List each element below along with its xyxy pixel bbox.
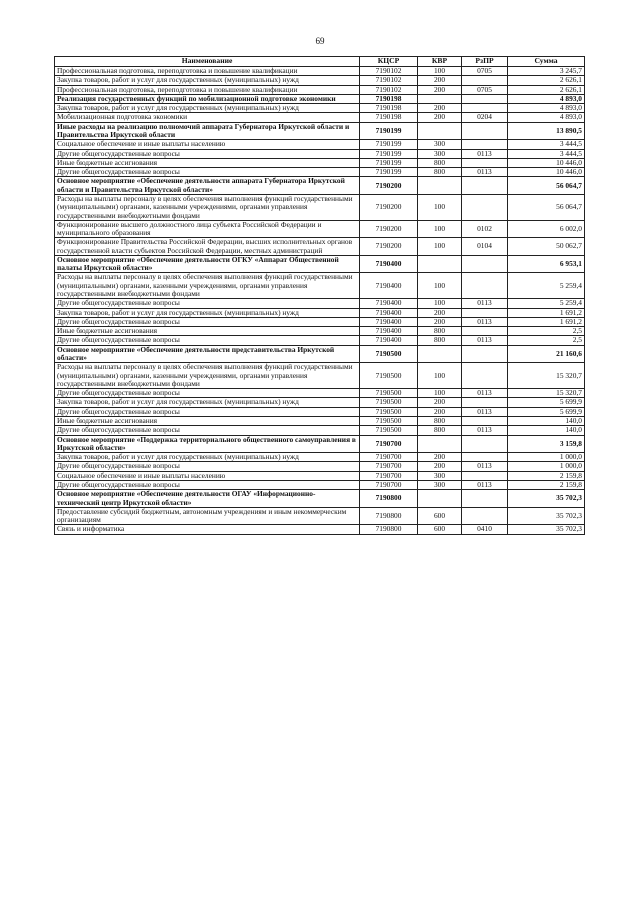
cell-kvr: 300 — [418, 149, 462, 158]
cell-kvr: 100 — [418, 389, 462, 398]
table-header — [55, 57, 585, 67]
cell-kcsr: 7190400 — [360, 299, 418, 308]
cell-kcsr: 7190500 — [360, 363, 418, 389]
table-row — [55, 336, 585, 345]
cell-kvr: 200 — [418, 317, 462, 326]
cell-kvr: 100 — [418, 238, 462, 256]
table-row — [55, 220, 585, 238]
cell-kcsr: 7190700 — [360, 453, 418, 462]
table-row-section — [55, 345, 585, 363]
cell-kvr: 100 — [418, 67, 462, 76]
table-row-section — [55, 490, 585, 508]
cell-kcsr: 7190199 — [360, 122, 418, 140]
cell-rzpr: 0204 — [462, 113, 508, 122]
cell-kcsr: 7190200 — [360, 194, 418, 220]
cell-rzpr — [462, 345, 508, 363]
cell-sum: 35 702,3 — [508, 490, 585, 508]
cell-rzpr — [462, 273, 508, 299]
cell-name: Реализация государственных функций по мобилизационной подготовке экономики — [55, 94, 360, 103]
table-row-section — [55, 177, 585, 195]
cell-rzpr: 0104 — [462, 238, 508, 256]
cell-kcsr: 7190200 — [360, 220, 418, 238]
header-kvr: КВР — [418, 57, 462, 67]
cell-kvr: 800 — [418, 158, 462, 167]
cell-name: Закупка товаров, работ и услуг для государственных (муниципальных) нужд — [55, 398, 360, 407]
cell-sum: 2 626,1 — [508, 85, 585, 94]
table-row — [55, 480, 585, 489]
cell-sum: 4 893,0 — [508, 104, 585, 113]
cell-rzpr: 0113 — [462, 168, 508, 177]
cell-rzpr: 0113 — [462, 299, 508, 308]
cell-kcsr: 7190800 — [360, 507, 418, 525]
cell-name: Социальное обеспечение и иные выплаты населению — [55, 140, 360, 149]
page-number: 69 — [315, 36, 325, 46]
cell-kcsr: 7190199 — [360, 149, 418, 158]
table-body — [55, 67, 585, 535]
cell-rzpr — [462, 471, 508, 480]
cell-sum: 2,5 — [508, 336, 585, 345]
cell-name: Другие общегосударственные вопросы — [55, 336, 360, 345]
table-row — [55, 113, 585, 122]
cell-name: Связь и информатика — [55, 525, 360, 534]
cell-kvr: 200 — [418, 76, 462, 85]
table-row — [55, 327, 585, 336]
cell-rzpr — [462, 76, 508, 85]
cell-kvr: 200 — [418, 407, 462, 416]
cell-name: Другие общегосударственные вопросы — [55, 480, 360, 489]
cell-kcsr: 7190700 — [360, 471, 418, 480]
cell-kvr: 100 — [418, 299, 462, 308]
cell-name: Расходы на выплаты персоналу в целях обеспечения выполнения функций государственными (муниципальными) органами, казенными учреждениями, органами управления государственными внебюджетными фондами — [55, 273, 360, 299]
cell-kvr — [418, 345, 462, 363]
cell-rzpr: 0113 — [462, 480, 508, 489]
header-sum: Сумма — [508, 57, 585, 67]
table-row — [55, 238, 585, 256]
cell-kcsr: 7190400 — [360, 255, 418, 273]
cell-name: Основное мероприятие «Обеспечение деятельности ОГКУ «Аппарат Общественной палаты Иркутской области» — [55, 255, 360, 273]
cell-kcsr: 7190400 — [360, 327, 418, 336]
cell-sum: 2 159,8 — [508, 480, 585, 489]
cell-rzpr: 0113 — [462, 389, 508, 398]
cell-name: Другие общегосударственные вопросы — [55, 317, 360, 326]
cell-rzpr: 0113 — [462, 426, 508, 435]
cell-kvr: 200 — [418, 113, 462, 122]
cell-kcsr: 7190102 — [360, 76, 418, 85]
cell-kvr: 300 — [418, 471, 462, 480]
cell-kvr — [418, 122, 462, 140]
table-row — [55, 140, 585, 149]
table-row — [55, 273, 585, 299]
cell-kvr: 300 — [418, 480, 462, 489]
cell-name: Закупка товаров, работ и услуг для государственных (муниципальных) нужд — [55, 104, 360, 113]
budget-table — [54, 56, 585, 535]
cell-kcsr: 7190400 — [360, 317, 418, 326]
cell-kvr: 800 — [418, 416, 462, 425]
cell-name: Иные расходы на реализацию полномочий аппарата Губернатора Иркутской области и Правительства Иркутской области — [55, 122, 360, 140]
table-row — [55, 462, 585, 471]
cell-kcsr: 7190400 — [360, 308, 418, 317]
cell-kvr: 200 — [418, 85, 462, 94]
cell-kcsr: 7190700 — [360, 462, 418, 471]
cell-sum: 15 320,7 — [508, 389, 585, 398]
cell-rzpr — [462, 308, 508, 317]
table-row — [55, 471, 585, 480]
cell-kcsr: 7190500 — [360, 345, 418, 363]
cell-kcsr: 7190102 — [360, 85, 418, 94]
cell-name: Другие общегосударственные вопросы — [55, 462, 360, 471]
cell-name: Закупка товаров, работ и услуг для государственных (муниципальных) нужд — [55, 308, 360, 317]
cell-kvr: 800 — [418, 426, 462, 435]
cell-name: Расходы на выплаты персоналу в целях обеспечения выполнения функций государственными (муниципальными) органами, казенными учреждениями, органами управления государственными внебюджетными фондами — [55, 363, 360, 389]
table-row-section — [55, 122, 585, 140]
cell-rzpr: 0102 — [462, 220, 508, 238]
cell-name: Расходы на выплаты персоналу в целях обеспечения выполнения функций государственными (муниципальными) органами, казенными учреждениями, органами управления государственными внебюджетными фондами — [55, 194, 360, 220]
cell-kvr: 200 — [418, 398, 462, 407]
table-row — [55, 407, 585, 416]
cell-sum: 2 159,8 — [508, 471, 585, 480]
cell-kcsr: 7190700 — [360, 480, 418, 489]
header-kcsr: КЦСР — [360, 57, 418, 67]
cell-kvr: 800 — [418, 336, 462, 345]
cell-sum: 3 444,5 — [508, 149, 585, 158]
cell-name: Закупка товаров, работ и услуг для государственных (муниципальных) нужд — [55, 453, 360, 462]
cell-kcsr: 7190102 — [360, 67, 418, 76]
cell-kvr: 100 — [418, 194, 462, 220]
cell-name: Иные бюджетные ассигнования — [55, 327, 360, 336]
cell-rzpr — [462, 255, 508, 273]
table-row — [55, 416, 585, 425]
cell-kcsr: 7190500 — [360, 407, 418, 416]
cell-name: Другие общегосударственные вопросы — [55, 426, 360, 435]
cell-rzpr — [462, 194, 508, 220]
cell-sum: 50 062,7 — [508, 238, 585, 256]
cell-kvr: 100 — [418, 273, 462, 299]
cell-kvr: 800 — [418, 168, 462, 177]
cell-kcsr: 7190199 — [360, 168, 418, 177]
table-row — [55, 299, 585, 308]
table-row — [55, 67, 585, 76]
cell-rzpr — [462, 94, 508, 103]
cell-name: Мобилизационная подготовка экономики — [55, 113, 360, 122]
table-row — [55, 389, 585, 398]
cell-name: Основное мероприятие «Обеспечение деятельности представительства Иркутской области» — [55, 345, 360, 363]
table-row — [55, 525, 585, 534]
cell-rzpr: 0113 — [462, 407, 508, 416]
cell-kcsr: 7190199 — [360, 140, 418, 149]
cell-name: Другие общегосударственные вопросы — [55, 299, 360, 308]
cell-rzpr — [462, 177, 508, 195]
cell-name: Другие общегосударственные вопросы — [55, 389, 360, 398]
cell-sum: 140,0 — [508, 416, 585, 425]
cell-kvr — [418, 177, 462, 195]
cell-sum: 10 446,0 — [508, 158, 585, 167]
cell-name: Другие общегосударственные вопросы — [55, 168, 360, 177]
cell-kcsr: 7190500 — [360, 398, 418, 407]
table-row — [55, 194, 585, 220]
table-row-section — [55, 255, 585, 273]
cell-kvr — [418, 435, 462, 453]
cell-rzpr: 0113 — [462, 336, 508, 345]
cell-sum: 21 160,6 — [508, 345, 585, 363]
table-row — [55, 453, 585, 462]
cell-sum: 5 259,4 — [508, 299, 585, 308]
cell-kvr — [418, 255, 462, 273]
cell-rzpr — [462, 398, 508, 407]
cell-kcsr: 7190800 — [360, 525, 418, 534]
cell-sum: 3 444,5 — [508, 140, 585, 149]
cell-rzpr: 0113 — [462, 317, 508, 326]
cell-rzpr — [462, 327, 508, 336]
cell-sum: 2,5 — [508, 327, 585, 336]
cell-sum: 6 002,0 — [508, 220, 585, 238]
cell-kcsr: 7190500 — [360, 416, 418, 425]
cell-kcsr: 7190198 — [360, 94, 418, 103]
cell-name: Основное мероприятие «Обеспечение деятельности ОГАУ «Информационно-технический центр Иркутской области» — [55, 490, 360, 508]
cell-sum: 5 699,9 — [508, 407, 585, 416]
cell-rzpr — [462, 490, 508, 508]
cell-kvr — [418, 94, 462, 103]
cell-kvr: 100 — [418, 220, 462, 238]
cell-kcsr: 7190400 — [360, 273, 418, 299]
cell-sum: 3 245,7 — [508, 67, 585, 76]
table-row — [55, 168, 585, 177]
cell-name: Иные бюджетные ассигнования — [55, 416, 360, 425]
cell-rzpr: 0410 — [462, 525, 508, 534]
cell-sum: 140,0 — [508, 426, 585, 435]
table-row — [55, 363, 585, 389]
cell-kvr — [418, 490, 462, 508]
cell-sum: 1 000,0 — [508, 453, 585, 462]
cell-rzpr — [462, 507, 508, 525]
cell-sum: 5 259,4 — [508, 273, 585, 299]
cell-kcsr: 7190700 — [360, 435, 418, 453]
cell-name: Иные бюджетные ассигнования — [55, 158, 360, 167]
cell-kvr: 600 — [418, 507, 462, 525]
cell-rzpr — [462, 453, 508, 462]
cell-kvr: 800 — [418, 327, 462, 336]
cell-sum: 2 626,1 — [508, 76, 585, 85]
cell-kcsr: 7190198 — [360, 113, 418, 122]
cell-name: Другие общегосударственные вопросы — [55, 149, 360, 158]
table-row — [55, 317, 585, 326]
table-row — [55, 76, 585, 85]
cell-kcsr: 7190200 — [360, 238, 418, 256]
cell-kvr: 200 — [418, 308, 462, 317]
cell-rzpr — [462, 416, 508, 425]
table-row — [55, 85, 585, 94]
cell-sum: 4 893,0 — [508, 94, 585, 103]
table-row — [55, 398, 585, 407]
cell-rzpr: 0705 — [462, 85, 508, 94]
cell-name: Закупка товаров, работ и услуг для государственных (муниципальных) нужд — [55, 76, 360, 85]
cell-name: Профессиональная подготовка, переподготовка и повышение квалификации — [55, 67, 360, 76]
cell-kvr: 600 — [418, 525, 462, 534]
table-row — [55, 104, 585, 113]
cell-name: Основное мероприятие «Обеспечение деятельности аппарата Губернатора Иркутской области и Правительства Иркутской области» — [55, 177, 360, 195]
cell-sum: 15 320,7 — [508, 363, 585, 389]
cell-name: Функционирование высшего должностного лица субъекта Российской Федерации и муниципального образования — [55, 220, 360, 238]
cell-sum: 5 699,9 — [508, 398, 585, 407]
cell-sum: 4 893,0 — [508, 113, 585, 122]
cell-kcsr: 7190200 — [360, 177, 418, 195]
cell-kvr: 200 — [418, 104, 462, 113]
cell-sum: 3 159,8 — [508, 435, 585, 453]
cell-rzpr — [462, 363, 508, 389]
cell-sum: 1 691,2 — [508, 308, 585, 317]
cell-kvr: 300 — [418, 140, 462, 149]
cell-sum: 6 953,1 — [508, 255, 585, 273]
header-row — [55, 57, 585, 67]
cell-name: Социальное обеспечение и иные выплаты населению — [55, 471, 360, 480]
cell-rzpr — [462, 104, 508, 113]
header-rzpr: РзПР — [462, 57, 508, 67]
cell-sum: 35 702,3 — [508, 525, 585, 534]
cell-sum: 35 702,3 — [508, 507, 585, 525]
cell-kcsr: 7190400 — [360, 336, 418, 345]
cell-name: Основное мероприятие «Поддержка территориального общественного самоуправления в Иркутской области» — [55, 435, 360, 453]
header-name: Наименование — [55, 57, 360, 67]
cell-rzpr: 0705 — [462, 67, 508, 76]
table-row — [55, 158, 585, 167]
cell-name: Предоставление субсидий бюджетным, автономным учреждениям и иным некоммерческим организациям — [55, 507, 360, 525]
cell-rzpr: 0113 — [462, 462, 508, 471]
cell-name: Профессиональная подготовка, переподготовка и повышение квалификации — [55, 85, 360, 94]
cell-rzpr — [462, 140, 508, 149]
cell-rzpr — [462, 122, 508, 140]
table-row — [55, 507, 585, 525]
table-row — [55, 149, 585, 158]
cell-kcsr: 7190800 — [360, 490, 418, 508]
cell-sum: 1 000,0 — [508, 462, 585, 471]
cell-kcsr: 7190199 — [360, 158, 418, 167]
cell-kcsr: 7190500 — [360, 426, 418, 435]
cell-kcsr: 7190198 — [360, 104, 418, 113]
cell-sum: 13 890,5 — [508, 122, 585, 140]
cell-kvr: 100 — [418, 363, 462, 389]
table-row — [55, 308, 585, 317]
cell-rzpr — [462, 158, 508, 167]
cell-name: Другие общегосударственные вопросы — [55, 407, 360, 416]
cell-rzpr: 0113 — [462, 149, 508, 158]
cell-sum: 56 064,7 — [508, 194, 585, 220]
cell-kvr: 200 — [418, 453, 462, 462]
cell-rzpr — [462, 435, 508, 453]
cell-sum: 10 446,0 — [508, 168, 585, 177]
table-row-section — [55, 435, 585, 453]
cell-sum: 56 064,7 — [508, 177, 585, 195]
cell-name: Функционирование Правительства Российской Федерации, высших исполнительных органов государственной власти субъектов Российской Федерации, местных администраций — [55, 238, 360, 256]
table-row-section — [55, 94, 585, 103]
cell-sum: 1 691,2 — [508, 317, 585, 326]
cell-kcsr: 7190500 — [360, 389, 418, 398]
table-row — [55, 426, 585, 435]
cell-kvr: 200 — [418, 462, 462, 471]
